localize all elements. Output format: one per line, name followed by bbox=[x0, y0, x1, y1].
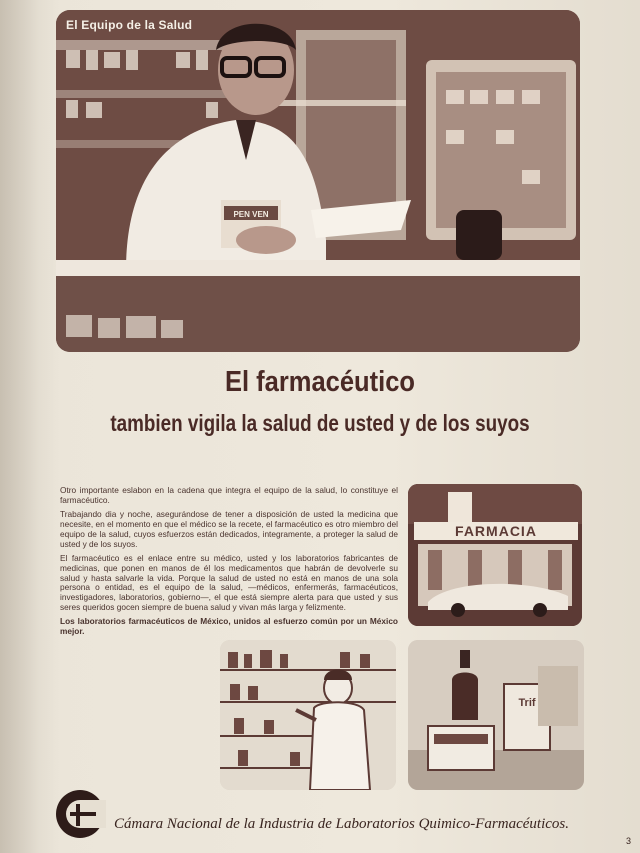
headline-subtitle: tambien vigila la salud de usted y de los suyos bbox=[110, 410, 530, 436]
body-paragraph: Otro importante eslabon en la cadena que integra el equipo de la salud, lo constituye el farmacéutico. bbox=[60, 485, 398, 505]
pharmacist-shelves-illustration bbox=[220, 640, 396, 790]
footer-organization: Cámara Nacional de la Industria de Laboratorios Quimico-Farmacéuticos. bbox=[114, 816, 569, 832]
page-fold-shadow bbox=[0, 0, 60, 853]
pharmacist-illustration bbox=[56, 10, 580, 352]
hero-photo bbox=[56, 10, 580, 352]
camara-logo-icon bbox=[52, 786, 108, 842]
body-copy bbox=[60, 486, 398, 642]
headline-title: El farmacéutico bbox=[224, 366, 416, 398]
product-label: Trif bbox=[518, 697, 536, 709]
body-paragraph: El farmacéutico es el enlace entre su médico, usted y los laboratorios fabricantes de medicinas, que ponen en manos de él los medicamentos que habrán de devolverle su salud y hasta salvarle la vida. Porque la salud de usted no está en manos de una sola persona o entidad, es el equipo de la salud, —médicos, enfermerás, farmacéuticos, investigadores, laboratorios, gobierno—, el que está siempre alerta para que usted y sus seres queridos gocen siempre de buena salud y vivan más larga y felizmente. bbox=[60, 553, 398, 612]
storefront-sign: FARMACIA bbox=[455, 523, 537, 539]
box-label: PEN VEN bbox=[233, 210, 269, 219]
body-closing: Los laboratorios farmacéuticos de México, unidos al esfuerzo común por un México mejor. bbox=[60, 616, 398, 637]
hero-caption: El Equipo de la Salud bbox=[66, 18, 193, 32]
pharmacy-storefront-photo bbox=[408, 484, 582, 626]
body-paragraph: Trabajando dia y noche, asegurándose de tener a disposición de usted la medicina que necesite, en el momento en que el médico se la recete, el farmacéutico es otro miembro del equipo de la salud, cuyos esfuerzos están dedicados, integramente, a proteger la salud de usted y de los suyos. bbox=[60, 509, 398, 549]
medicine-products-photo bbox=[408, 640, 584, 790]
page-number: 3 bbox=[626, 836, 632, 846]
